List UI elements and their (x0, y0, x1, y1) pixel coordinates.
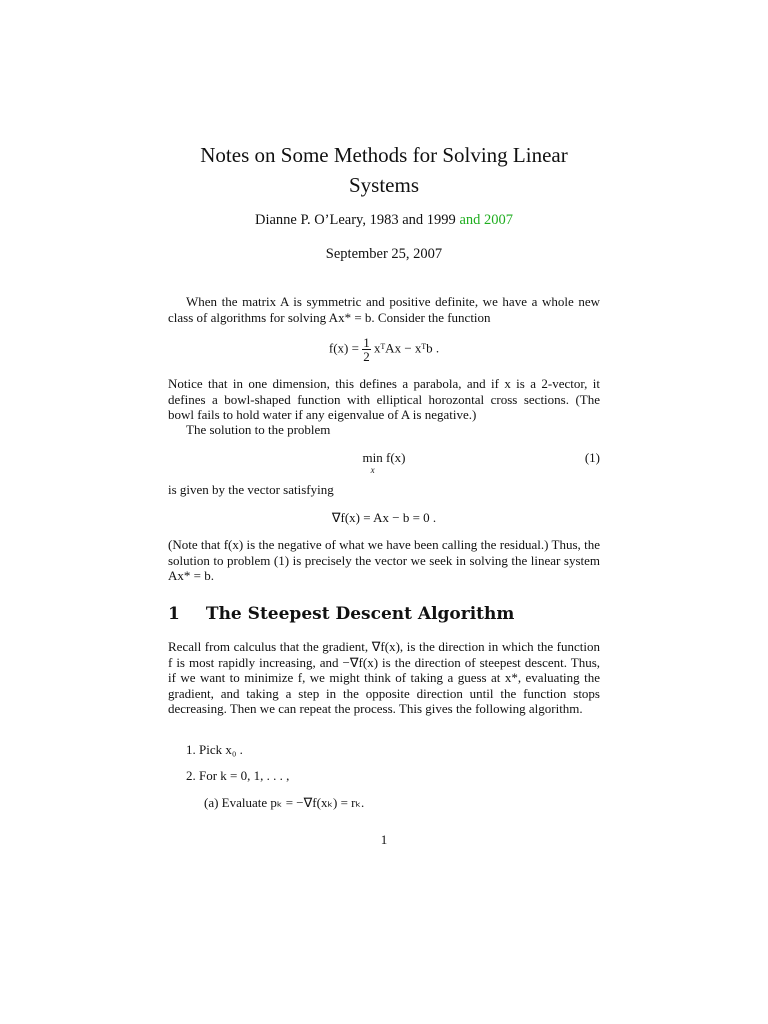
equation-1-rhs: xᵀAx − xᵀb . (373, 340, 440, 356)
min-operator (363, 450, 383, 474)
author-name: Dianne P. O’Leary, 1983 and 1999 (255, 212, 456, 228)
fraction-denominator: 2 (363, 349, 370, 364)
equation-1-fraction (362, 336, 371, 363)
list-item-2a: (a) Evaluate pₖ = −∇f(xₖ) = rₖ. (204, 795, 365, 810)
author-line (0, 212, 768, 229)
fraction-numerator: 1 (363, 335, 370, 350)
intro-paragraph-4: is given by the vector satisfying (168, 482, 334, 497)
min-label: min (362, 450, 383, 465)
list-item-2: 2. For k = 0, 1, . . . , (186, 768, 290, 783)
page-number: 1 (380, 832, 388, 847)
intro-paragraph-5: (Note that f(x) is the negative of what we have been calling the residual.) Thus, the solution to problem (1) is precisely the vector we seek in solving the linear system Ax* = b. (168, 537, 600, 584)
author-green-note: and 2007 (459, 212, 513, 228)
equation-1 (168, 336, 600, 363)
paper-date: September 25, 2007 (325, 246, 443, 262)
equation-3: ∇f(x) = Ax − b = 0 . (331, 510, 437, 525)
intro-paragraph-1: When the matrix A is symmetric and positive definite, we have a whole new class of algorithms for solving Ax* = b. Consider the function (168, 294, 600, 325)
section-paragraph-1: Recall from calculus that the gradient, ∇f(x), is the direction in which the function f is most rapidly increasing, and −∇f(x) is the direction of steepest descent. Thus, if we want to minimize f, we might think of taking a guess at x*, evaluating the gradient, and taking a step in the opposite direction until the function stops decreasing. Then we can repeat the process. This gives the following algorithm. (168, 639, 600, 717)
equation-1-lhs: f(x) = (328, 340, 359, 356)
section-heading (168, 604, 600, 624)
section-title: The Steepest Descent Algorithm (205, 604, 515, 624)
intro-paragraph-3: The solution to the problem (186, 422, 331, 437)
paper-title (0, 140, 768, 200)
equation-number: (1) (584, 450, 600, 465)
min-subscript: x (370, 465, 375, 475)
section-number: 1 (168, 604, 180, 624)
intro-paragraph-2: Notice that in one dimension, this defines a parabola, and if x is a 2-vector, it defines a bowl-shaped function with elliptical horozontal cross sections. (The bowl fails to hold water if any eigenvalue of A is negative.) (168, 376, 600, 423)
title-line-2: Systems (348, 173, 419, 197)
title-line-1: Notes on Some Methods for Solving Linear (200, 143, 568, 167)
equation-2-fx: f(x) (385, 450, 406, 465)
equation-2 (168, 450, 600, 474)
list-item-1: 1. Pick x₀ . (186, 742, 243, 757)
